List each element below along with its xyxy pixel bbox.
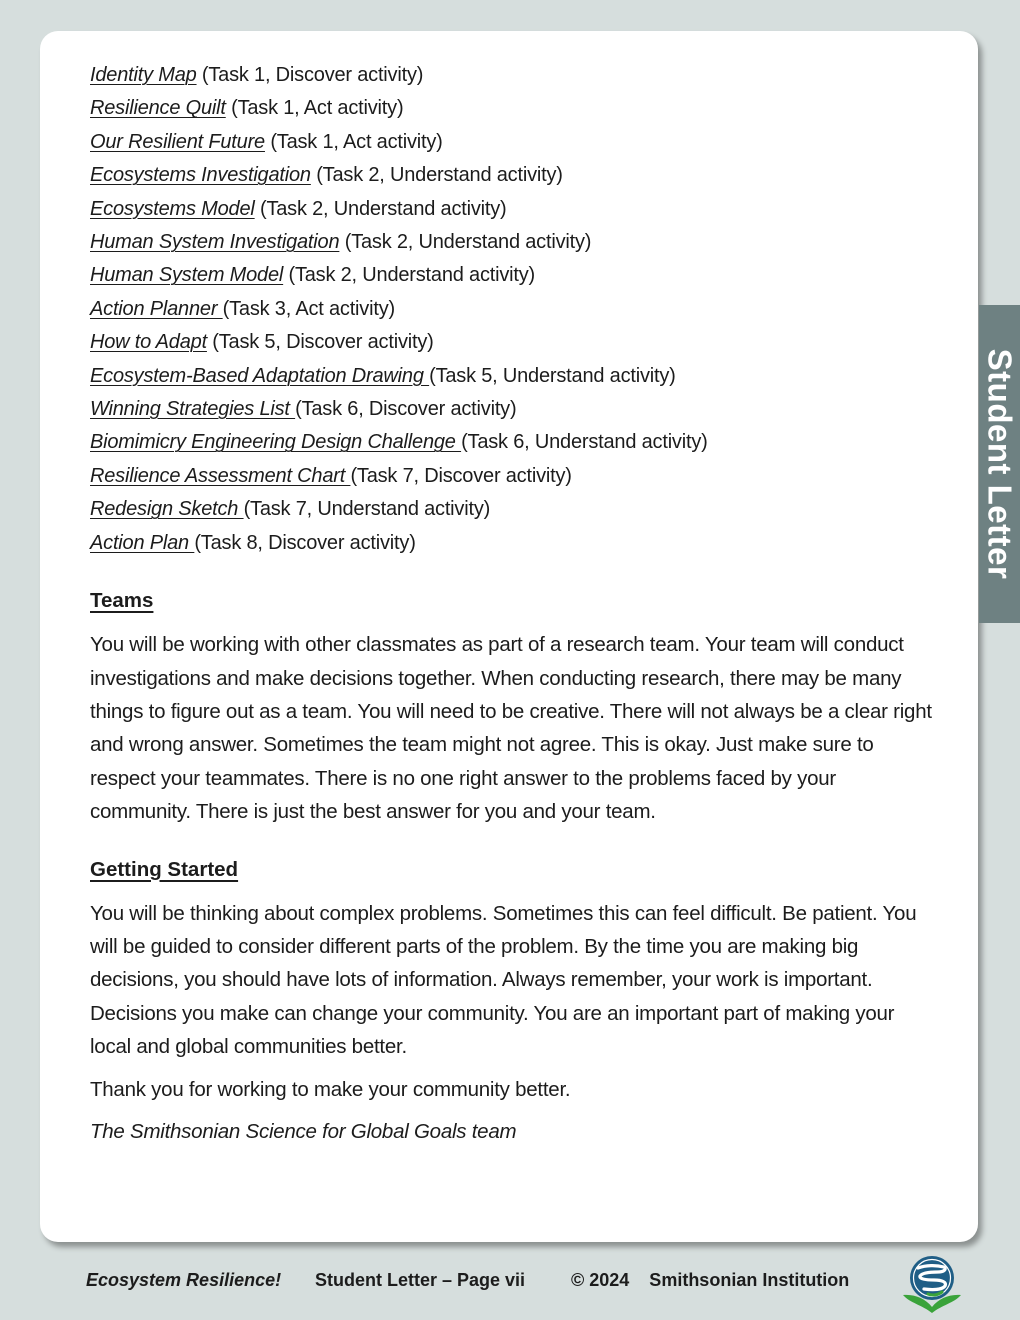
resource-detail: (Task 2, Understand activity)	[339, 231, 592, 254]
resource-detail: (Task 2, Understand activity)	[283, 264, 536, 287]
resource-detail: (Task 3, Act activity)	[222, 297, 395, 320]
ecosystem-based-adaptation-drawing-link[interactable]: Ecosystem-Based Adaptation Drawing	[90, 364, 430, 387]
closing-line: Thank you for working to make your community better.	[90, 1077, 571, 1101]
human-system-model-link[interactable]: Human System Model	[90, 264, 284, 287]
resource-detail: (Task 7, Discover activity)	[350, 464, 572, 487]
resilience-quilt-link[interactable]: Resilience Quilt	[90, 97, 226, 120]
resource-list	[90, 59, 938, 560]
footer-page-label: Student Letter – Page vii	[315, 1270, 526, 1290]
resource-detail: (Task 7, Understand activity)	[243, 498, 491, 521]
student-letter-tab	[979, 305, 1020, 623]
resource-item-1	[90, 92, 938, 125]
footer-title: Ecosystem Resilience!	[86, 1270, 282, 1290]
resource-detail: (Task 1, Act activity)	[225, 97, 404, 120]
page-footer	[0, 1270, 1020, 1294]
resource-item-9	[90, 360, 938, 393]
action-plan-link[interactable]: Action Plan	[90, 531, 195, 554]
resource-item-7	[90, 293, 938, 326]
resource-item-5	[90, 226, 938, 259]
identity-map-link[interactable]: Identity Map	[90, 64, 197, 86]
action-planner-link[interactable]: Action Planner	[90, 297, 223, 320]
teams-paragraph: You will be working with other classmates as part of a research team. Your team will conduct investigations and make decisions together. When conducting research, there may be many things to figure out as a team. You will need to be creative. There will not always be a clear right and wrong answer. Sometimes the team might not agree. This is okay. Just make sure to respect your teammates. There is no one right answer to the problems faced by your community. There is just the best answer for you and your team.	[90, 633, 932, 824]
resource-detail: (Task 1, Act activity)	[264, 130, 443, 153]
teams-heading: Teams	[90, 589, 154, 613]
ecosystems-investigation-link[interactable]: Ecosystems Investigation	[90, 164, 311, 187]
resource-detail: (Task 5, Discover activity)	[206, 331, 434, 354]
resource-item-10	[90, 393, 938, 426]
resource-item-14	[90, 527, 938, 560]
biomimicry-engineering-design-challenge-link[interactable]: Biomimicry Engineering Design Challenge	[90, 431, 462, 454]
resource-item-8	[90, 326, 938, 359]
winning-strategies-list-link[interactable]: Winning Strategies List	[90, 398, 296, 421]
resource-item-4	[90, 193, 938, 226]
resource-item-0	[90, 59, 938, 92]
signature: The Smithsonian Science for Global Goals team	[90, 1119, 517, 1143]
getting-started-paragraph: You will be thinking about complex problems. Sometimes this can feel difficult. Be patient. You will be guided to consider different parts of the problem. By the time you are making big decisions, you should have lots of information. Always remember, your work is important. Decisions you make can change your community. You are an important part of making your local and global communities better.	[90, 901, 917, 1059]
resource-detail: (Task 6, Discover activity)	[295, 398, 517, 421]
how-to-adapt-link[interactable]: How to Adapt	[90, 331, 207, 354]
redesign-sketch-link[interactable]: Redesign Sketch	[90, 498, 244, 521]
letter-card	[40, 31, 978, 1242]
resource-item-12	[90, 460, 938, 493]
smithsonian-science-globe-logo-icon	[900, 1253, 964, 1315]
our-resilient-future-link[interactable]: Our Resilient Future	[90, 130, 265, 153]
resource-detail: (Task 5, Understand activity)	[429, 364, 676, 387]
side-tab-label: Student Letter	[981, 348, 1019, 580]
resource-item-13	[90, 493, 938, 526]
resource-item-11	[90, 426, 938, 459]
human-system-investigation-link[interactable]: Human System Investigation	[90, 231, 340, 254]
resource-detail: (Task 1, Discover activity)	[196, 64, 424, 86]
resource-item-6	[90, 259, 938, 292]
resource-detail: (Task 2, Understand activity)	[310, 164, 563, 187]
resource-detail: (Task 2, Understand activity)	[254, 197, 507, 220]
resource-item-2	[90, 126, 938, 159]
ecosystems-model-link[interactable]: Ecosystems Model	[90, 197, 255, 220]
resilience-assessment-chart-link[interactable]: Resilience Assessment Chart	[90, 464, 351, 487]
footer-copyright: © 2024 Smithsonian Institution	[571, 1270, 850, 1290]
getting-started-heading: Getting Started	[90, 857, 239, 881]
resource-detail: (Task 8, Discover activity)	[194, 531, 416, 554]
resource-item-3	[90, 159, 938, 192]
resource-detail: (Task 6, Understand activity)	[461, 431, 708, 454]
